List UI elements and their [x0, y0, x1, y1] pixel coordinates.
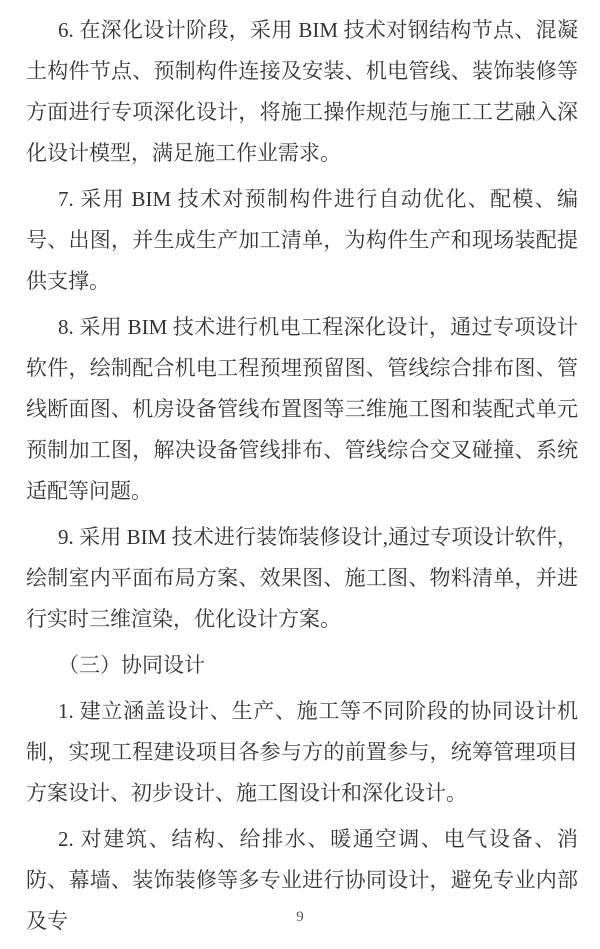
paragraph-item-2: 2. 对建筑、结构、给排水、暖通空调、电气设备、消防、幕墙、装饰装修等多专业进行协同设计，避免专业内部及专 — [26, 827, 578, 933]
section-heading-collaborative-design: （三）协同设计 — [58, 653, 205, 677]
paragraph-item-6: 6. 在深化设计阶段，采用 BIM 技术对钢结构节点、混凝土构件节点、预制构件连接及安装、机电管线、装饰装修等方面进行专项深化设计，将施工操作规范与施工工艺融入深化设计模型，满足施工作业需求。 — [26, 18, 578, 165]
paragraph-item-1: 1. 建立涵盖设计、生产、施工等不同阶段的协同设计机制，实现工程建设项目各参与方的前置参与，统筹管理项目方案设计、初步设计、施工图设计和深化设计。 — [26, 699, 578, 805]
paragraph-item-8: 8. 采用 BIM 技术进行机电工程深化设计，通过专项设计软件，绘制配合机电工程预埋预留图、管线综合排布图、管线断面图、机房设备管线布置图等三维施工图和装配式单元预制加工图，解决设备管线排布、管线综合交叉碰撞、系统适配等问题。 — [26, 315, 578, 503]
document-content — [26, 10, 578, 942]
paragraph-item-9: 9. 采用 BIM 技术进行装饰装修设计,通过专项设计软件，绘制室内平面布局方案、效果图、施工图、物料清单，并进行实时三维渲染，优化设计方案。 — [26, 525, 578, 631]
paragraph-item-7: 7. 采用 BIM 技术对预制构件进行自动优化、配模、编号、出图，并生成生产加工清单，为构件生产和现场装配提供支撑。 — [26, 187, 578, 293]
page-footer — [0, 908, 600, 926]
page-number: 9 — [296, 909, 304, 925]
